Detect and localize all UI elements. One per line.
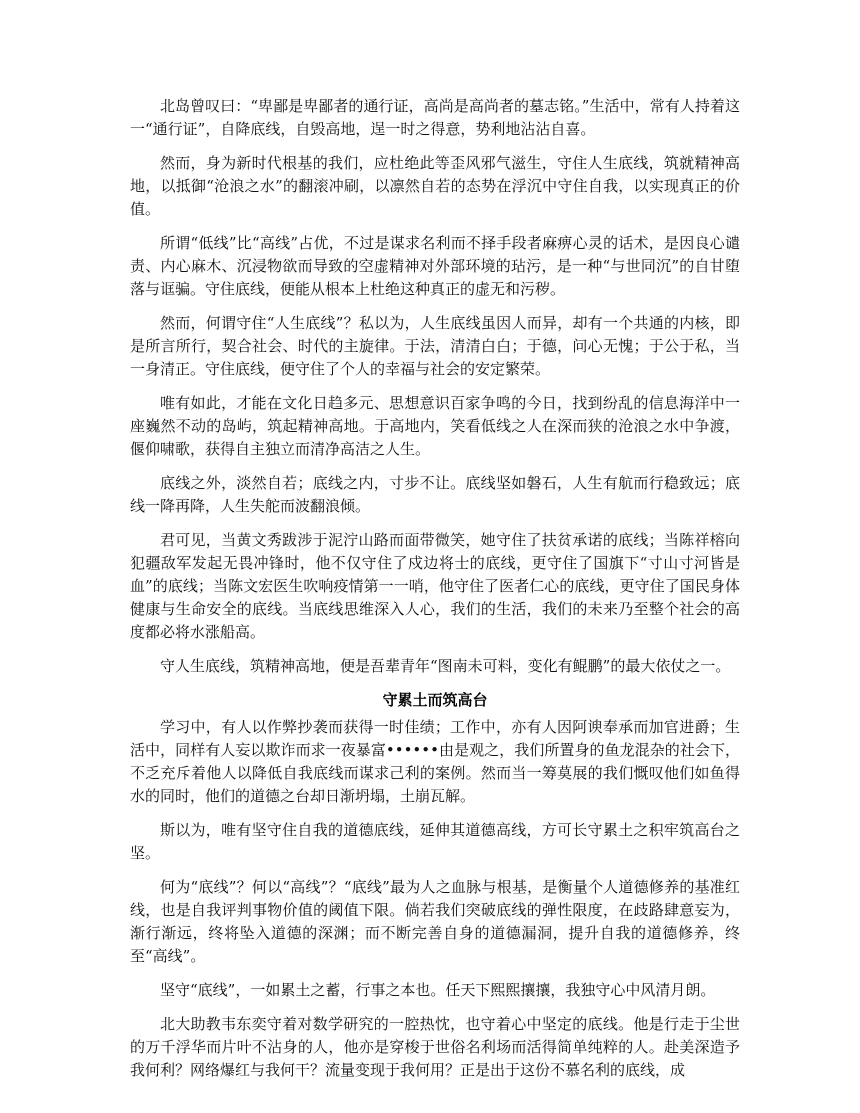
paragraph: 然而，身为新时代根基的我们，应杜绝此等歪风邪气滋生，守住人生底线，筑就精神高地，以抵御“沧浪之水”的翻滚冲刷，以凛然自若的态势在浮沉中守住自我，以实现真正的价值。 xyxy=(130,154,740,218)
paragraph: 北大助教韦东奕守着对数学研究的一腔热忱，也守着心中坚定的底线。他是行走于尘世的万千浮华而片叶不沾身的人，他亦是穿梭于世俗名利场而活得简单纯粹的人。赴美深造予我何利？网络爆红与我何干？流量变现于我何用？正是出于这份不慕名利的底线，成 xyxy=(130,1015,740,1079)
paragraph: 所谓“低线”比“高线”占优，不过是谋求名利而不择手段者麻痹心灵的话术，是因良心谴责、内心麻木、沉浸物欲而导致的空虚精神对外部环境的玷污，是一种“与世同沉”的自甘堕落与诓骗。守住底线，便能从根本上杜绝这种真正的虚无和污秽。 xyxy=(130,234,740,298)
paragraph: 君可见，当黄文秀跋涉于泥泞山路而面带微笑，她守住了扶贫承诺的底线；当陈祥榕向犯疆敌军发起无畏冲锋时，他不仅守住了戍边将士的底线，更守住了国旗下“寸山寸河皆是血”的底线；当陈文宏医生吹响疫情第一一哨，他守住了医者仁心的底线，更守住了国民身体健康与生命安全的底线。当底线思维深入人心，我们的生活，我们的未来乃至整个社会的高度都必将水涨船高。 xyxy=(130,531,740,641)
document-body xyxy=(130,95,740,1093)
paragraph: 然而，何谓守住“人生底线”？私以为，人生底线虽因人而异，却有一个共通的内核，即是所言所行，契合社会、时代的主旋律。于法，清清白白；于德，问心无愧；于公于私，当一身清正。守住底线，便守住了个人的幸福与社会的安定繁荣。 xyxy=(130,314,740,378)
paragraph: 守人生底线，筑精神高地，便是吾辈青年“图南未可料，变化有鲲鹏”的最大依仗之一。 xyxy=(160,657,731,675)
paragraph: 坚守“底线”，一如累土之蓄，行事之本也。任天下熙熙攘攘，我独守心中风清月朗。 xyxy=(160,981,716,999)
paragraph: 唯有如此，才能在文化日趋多元、思想意识百家争鸣的今日，找到纷乱的信息海洋中一座巍然不动的岛屿，筑起精神高地。于高地内，笑看低线之人在深而狭的沧浪之水中争渡，偃仰啸歌，获得自主独立而清净高洁之人生。 xyxy=(130,394,740,458)
paragraph: 北岛曾叹曰：“卑鄙是卑鄙者的通行证，高尚是高尚者的墓志铭。”生活中，常有人持着这一“通行证”，自降底线，自毁高地，逞一时之得意，势利地沾沾自喜。 xyxy=(130,97,740,138)
essay-title: 守累土而筑高台 xyxy=(382,691,488,709)
paragraph: 何为“底线”？何以“高线”？“底线”最为人之血脉与根基，是衡量个人道德修养的基准红线，也是自我评判事物价值的阈值下限。倘若我们突破底线的弹性限度，在歧路肆意妄为，渐行渐远，终将坠入道德的深渊；而不断完善自身的道德漏洞，提升自我的道德修养，终至“高线”。 xyxy=(130,878,740,965)
paragraph: 底线之外，淡然自若；底线之内，寸步不让。底线坚如磐石，人生有航而行稳致远；底线一降再降，人生失舵而波翻浪倾。 xyxy=(130,474,740,515)
paragraph: 斯以为，唯有坚守住自我的道德底线，延伸其道德高线，方可长守累土之积牢筑高台之坚。 xyxy=(130,821,740,862)
paragraph: 学习中，有人以作弊抄袭而获得一时佳绩；工作中，亦有人因阿谀奉承而加官进爵；生活中，同样有人妄以欺诈而求一夜暴富••••••由是观之，我们所置身的鱼龙混杂的社会下，不乏充斥着他人以降低自我底线而谋求己利的案例。然而当一筹莫展的我们慨叹他们如鱼得水的同时，他们的道德之台却日渐坍塌，土崩瓦解。 xyxy=(130,718,740,805)
